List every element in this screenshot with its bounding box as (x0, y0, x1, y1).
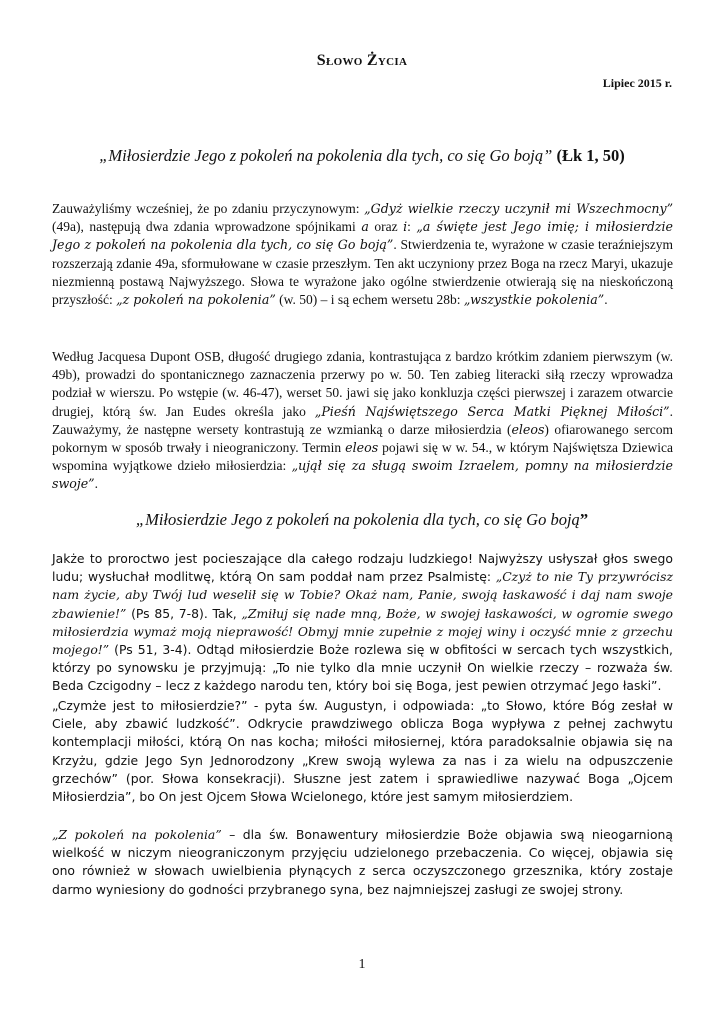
page-number: 1 (358, 957, 366, 972)
text-run: ) ofiarowanego sercom pokornym w sposób trwały i nieograniczony. Termin (52, 421, 673, 456)
text-run: . Stwierdzenia te, wyrażone w czasie teraźniejszym rozszerzają zdanie 49a, sformułowane w czasie przeszłym. Ten akt uczyniony przez Boga na rzecz Maryi, ukazuje niezmienną postawą Najwyższego. Słowa te wyrażone jako ogólne stwierdzenie otwierają się na nieskończoną przyszłość: (52, 237, 673, 308)
paragraph (52, 826, 673, 899)
text-run: Zauważyliśmy wcześniej, że po zdaniu przyczynowym: (52, 201, 365, 216)
text-run: (Ps 85, 7-8). Tak, (126, 605, 242, 621)
italic-text-run: „wszystkie pokolenia” (463, 292, 605, 308)
paragraph (52, 550, 673, 696)
document-title: Słowo Życia (316, 52, 408, 69)
text-run: . Zauważymy, że następne wersety kontrastują ze wzmianką o darze miłosierdzia ( (52, 403, 673, 437)
italic-text-run: „a święte jest Jego imię; i miłosierdzie Jego z pokoleń na pokolenia dla tych, co się Go boją” (52, 219, 673, 253)
italic-text-run: „z pokoleń na pokolenia” (116, 292, 276, 308)
text-run: Jakże to proroctwo jest pocieszające dla całego rodzaju ludzkiego! Najwyższy usłyszał głos swego ludu; wysłuchał modlitwę, którą On sam poddał nam przez Psalmistę: (52, 551, 673, 585)
text-run: pojawi się w w. 54., w którym Najświętsza Dziewica wspomina wyjątkowe dzieło miłosierdzia: (52, 440, 673, 474)
italic-text-run: eleos (345, 440, 379, 456)
italic-text-run: „Pieśń Najświętszego Serca Matki Pięknej Miłości” (314, 403, 670, 419)
motto-reference: (Łk 1, 50) (556, 146, 625, 165)
text-run: – dla św. Bonawentury miłosierdzie Boże objawia swą nieogarnioną wielkość w niczym nieograniczonym przyjęciu udzielonego przebaczenia. Co więcej, objawia się ono również w słowach uwielbienia płynących z serca oczyszczonego grzesznika, który zostaje darmo wyniesiony do godności przybranego syna, bez najmniejszej zasługi ze swojej strony. (52, 827, 674, 897)
text-run: (49a), następują dwa zdania wprowadzone spójnikami (52, 219, 362, 235)
paragraph (52, 697, 673, 806)
italic-text-run: eleos (511, 421, 545, 437)
paragraph (52, 348, 673, 494)
italic-text-run: „Gdyż wielkie rzeczy uczynił mi Wszechmocny” (364, 201, 674, 216)
paragraph (52, 200, 673, 309)
section-heading-close-quote: ” (579, 510, 589, 529)
italic-text-run: „Zmiłuj się nade mną, Boże, w swojej łaskawości, w ogromie swego miłosierdzia wymaż moją nieprawość! Obmyj mnie zupełnie z mojej winy i oczyść mnie z grzechu mojego!” (52, 605, 673, 658)
text-run: : (407, 219, 417, 235)
italic-text-run: „ujął się za sługą swoim Izraelem, pomny na miłosierdzie swoje” (52, 458, 673, 492)
text-run: Według Jacquesa Dupont OSB, długość drugiego zdania, kontrastująca z bardzo krótkim zdaniem pierwszym (w. 49b), prowadzi do spontanicznego zaznaczenia przerwy po w. 50. Ten zabieg literacki siłą rzeczy wprowadza podział w wierszu. Po wstępie (w. 46-47), werset 50. jawi się jako konkluzja części pierwszej i zarazem otwarcie drugiej, którą św. Jan Eudes określa jako (52, 349, 673, 419)
text-run: (w. 50) – i są echem wersetu 28b: (275, 292, 464, 308)
section-heading-text: „Miłosierdzie Jego z pokoleń na pokolenia dla tych, co się Go boją (135, 510, 580, 529)
italic-text-run: a (361, 219, 369, 235)
text-run: „Czymże jest to miłosierdzie?” - pyta św. Augustyn, i odpowiada: „to Słowo, które Bóg zesłał w Ciele, aby zbawić ludzkość”. Odkrycie prawdziwego oblicza Boga wypływa z pełnej zachwytu kontemplacji miłości, którą On nas kocha; miłości miłosiernej, która paradoksalnie objawia się na Krzyżu, gdzie Jego Syn Jednorodzony „Krew swoją wylewa za nas i za wielu na odpuszczenie grzechów” (por. Słowa konsekracji). Słuszne jest zatem i sprawiedliwe nazywać Boga „Ojcem Miłosierdzia”, bo On jest Ojcem Słowa Wcielonego, które jest samym miłosierdziem. (52, 698, 673, 805)
text-run: . (94, 476, 98, 492)
motto-heading (0, 146, 724, 166)
document-date: Lipiec 2015 r. (602, 76, 672, 90)
text-run: . (604, 292, 608, 308)
italic-text-run: „Czyż to nie Ty przywrócisz nam życie, aby Twój lud weselił się w Tobie? Okaż nam, Panie, swoją łaskawość i daj nam swoje zbawienie!” (52, 569, 673, 621)
text-run: oraz (368, 219, 404, 235)
text-run: (Ps 51, 3-4). Odtąd miłosierdzie Boże rozlewa się w obfitości w sercach tych wszystkich, którzy po synowsku je przyjmują: „To nie tylko dla mnie uczynił On wielkie rzeczy – rozważa św. Beda Czcigodny – lecz z każdego narodu ten, który boi się Boga, jest pewien otrzymać Jego łaski”. (52, 642, 673, 694)
italic-text-run: i (403, 219, 408, 235)
section-heading (0, 510, 724, 530)
italic-text-run: „Z pokoleń na pokolenia” (52, 827, 222, 842)
motto-text: „Miłosierdzie Jego z pokoleń na pokolenia dla tych, co się Go boją” (99, 146, 553, 165)
